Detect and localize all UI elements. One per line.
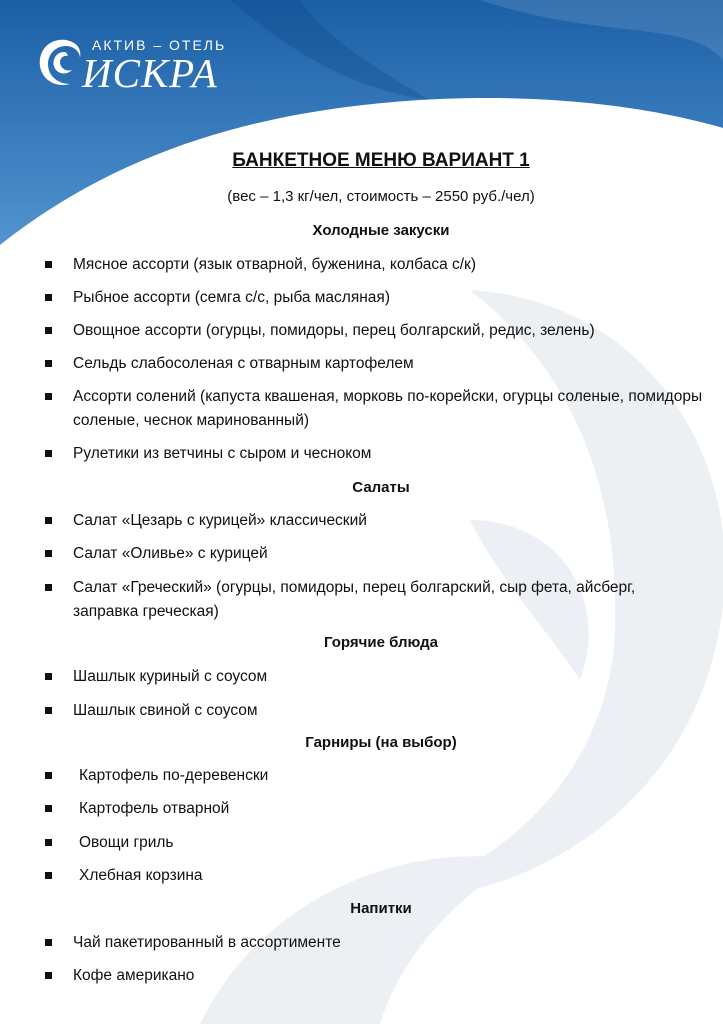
list-item: Картофель отварной — [79, 800, 230, 817]
section-title-hot-dishes: Горячие блюда — [324, 634, 438, 651]
bullet-icon — [45, 939, 52, 946]
list-item: Рыбное ассорти (семга с/с, рыба масляная) — [73, 289, 390, 306]
list-item: Шашлык свиной с соусом — [73, 702, 258, 719]
bullet-icon — [45, 294, 52, 301]
menu-subtitle: (вес – 1,3 кг/чел, стоимость – 2550 руб./чел) — [227, 188, 535, 205]
bullet-icon — [45, 450, 52, 457]
list-item: Кофе американо — [73, 967, 195, 984]
list-item: Сельдь слабосоленая с отварным картофелем — [73, 355, 414, 372]
bullet-icon — [45, 261, 52, 268]
bullet-icon — [45, 327, 52, 334]
list-item: Чай пакетированный в ассортименте — [73, 934, 341, 951]
logo-name: ИСКРА — [82, 50, 218, 96]
bullet-icon — [45, 517, 52, 524]
list-item: Картофель по-деревенски — [79, 767, 269, 784]
bullet-icon — [45, 772, 52, 779]
list-item: Шашлык куриный с соусом — [73, 668, 268, 685]
list-item: Салат «Оливье» с курицей — [73, 545, 268, 562]
bullet-icon — [45, 839, 52, 846]
bullet-icon — [45, 707, 52, 714]
bullet-icon — [45, 972, 52, 979]
bullet-icon — [45, 393, 52, 400]
list-item: Овощное ассорти (огурцы, помидоры, перец болгарский, редис, зелень) — [73, 322, 595, 339]
list-item: Салат «Греческий» (огурцы, помидоры, перец болгарский, сыр фета, айсберг, заправка греческая) — [73, 579, 636, 620]
bullet-icon — [45, 550, 52, 557]
list-item: Овощи гриль — [79, 834, 174, 851]
section-title-salads: Салаты — [352, 479, 410, 496]
list-item: Хлебная корзина — [79, 867, 203, 884]
logo-tagline: АКТИВ – ОТЕЛЬ — [92, 37, 227, 53]
list-item: Рулетики из ветчины с сыром и чесноком — [73, 445, 372, 462]
section-title-garnishes: Гарниры (на выбор) — [305, 734, 457, 751]
list-item: Мясное ассорти (язык отварной, буженина, колбаса с/к) — [73, 256, 476, 273]
bullet-icon — [45, 872, 52, 879]
list-item: Салат «Цезарь с курицей» классический — [73, 512, 367, 529]
section-title-drinks: Напитки — [350, 900, 412, 917]
bullet-icon — [45, 673, 52, 680]
menu-title: БАНКЕТНОЕ МЕНЮ ВАРИАНТ 1 — [232, 150, 530, 171]
section-title-cold-appetizers: Холодные закуски — [312, 222, 450, 239]
bullet-icon — [45, 805, 52, 812]
list-item: Ассорти солений (капуста квашеная, морковь по-корейски, огурцы соленые, помидоры соленые, чеснок маринованный) — [73, 388, 703, 429]
bullet-icon — [45, 584, 52, 591]
bullet-icon — [45, 360, 52, 367]
